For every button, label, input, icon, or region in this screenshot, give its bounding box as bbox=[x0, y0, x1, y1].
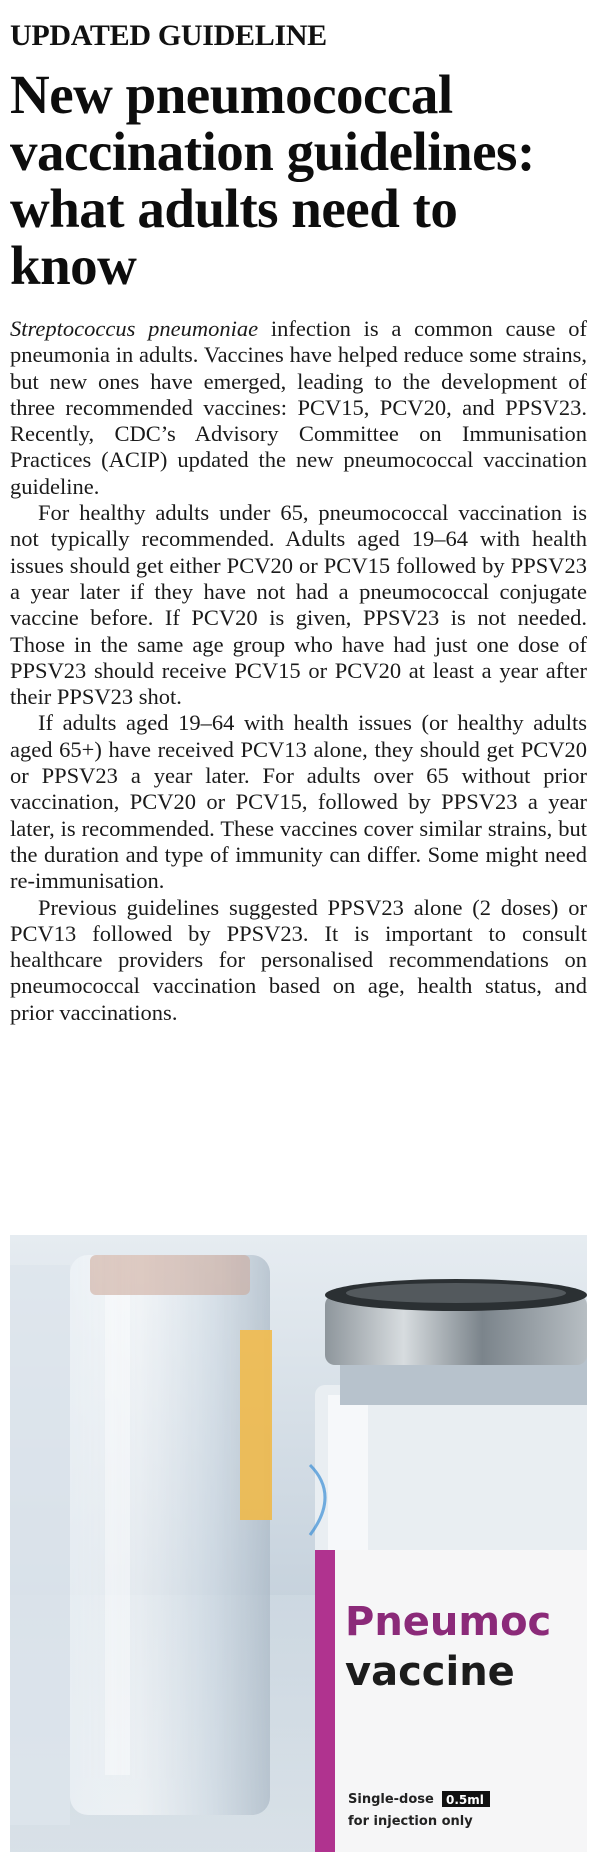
vial-label-product: vaccine bbox=[345, 1649, 515, 1695]
headline: New pneumococcal vaccination guidelines: what adults need to know bbox=[10, 64, 535, 296]
vial-dose-text: Single-dose bbox=[348, 1792, 434, 1807]
paragraph-4: Previous guidelines suggested PPSV23 alone (2 doses) or PCV13 followed by PPSV23. It is important to consult healthcare providers for personalised recommendations on pneumococcal vaccination based on age, health status, and prior vaccinations. bbox=[10, 894, 587, 1025]
background-vial-left bbox=[70, 1255, 272, 1815]
vial-injection-text: for injection only bbox=[348, 1814, 473, 1829]
article bbox=[10, 0, 587, 1026]
vial-dose-badge: 0.5ml bbox=[446, 1793, 484, 1807]
paragraph-2: For healthy adults under 65, pneumococcal vaccination is not typically recommended. Adults aged 19–64 with health issues should get either PCV20 or PCV15 followed by PPSV23 a year later if they have not had a pneumococcal conjugate vaccine before. If PCV20 is given, PPSV23 is not needed. Those in the same age group who have had just one dose of PPSV23 should receive PCV15 or PCV20 at least a year after their PPSV23 shot. bbox=[10, 500, 587, 710]
paragraph-3: If adults aged 19–64 with health issues (or healthy adults aged 65+) have received PCV13 alone, they should get PCV20 or PPSV23 a year later. For adults over 65 without prior vaccination, PCV20 or PCV15, followed by PPSV23 a year later, is recommended. These vaccines cover similar strains, but the duration and type of immunity can differ. Some might need re-immunisation. bbox=[10, 710, 587, 894]
paragraph-1-text: infection is a common cause of pneumonia in adults. Vaccines have helped reduce some strains, but new ones have emerged, leading to the development of three recommended vaccines: PCV15, PCV20, and PPSV23. Recently, CDC’s Advisory Committee on Immunisation Practices (ACIP) updated the new pneumococcal vaccination guideline. bbox=[10, 316, 587, 499]
paragraph-1 bbox=[10, 316, 587, 500]
article-body bbox=[10, 316, 587, 1026]
vial-label-brand: Pneumoc bbox=[345, 1599, 552, 1645]
kicker: UPDATED GUIDELINE bbox=[10, 19, 327, 52]
vaccine-vial-illustration bbox=[10, 1235, 587, 1852]
italic-species-name: Streptococcus pneumoniae bbox=[10, 316, 259, 341]
vaccine-vial-photo bbox=[10, 1235, 587, 1852]
main-vaccine-vial bbox=[315, 1279, 587, 1852]
